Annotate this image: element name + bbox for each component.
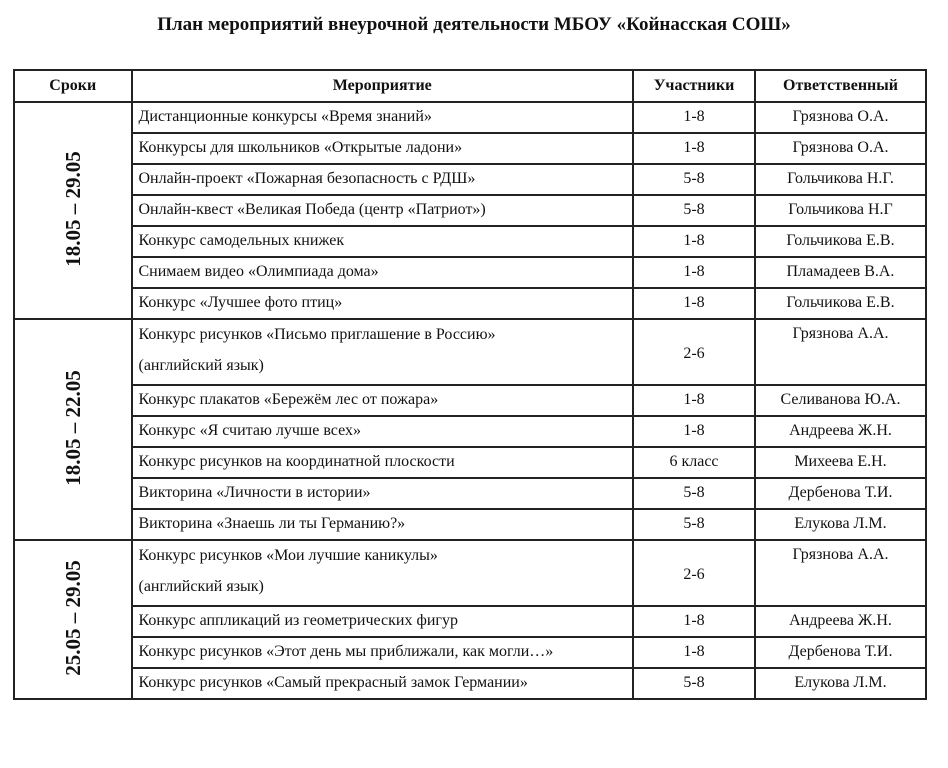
event-cell <box>132 668 634 699</box>
participants-cell: 1-8 <box>633 133 755 164</box>
participants-cell: 1-8 <box>633 606 755 637</box>
event-cell <box>132 540 634 606</box>
responsible-cell: Михеева Е.Н. <box>755 447 926 478</box>
event-name: Онлайн-квест «Великая Победа (центр «Патриот») <box>138 201 486 218</box>
event-name: Конкурс рисунков «Письмо приглашение в Россию» <box>138 326 496 343</box>
responsible-cell: Андреева Ж.Н. <box>755 416 926 447</box>
table-row <box>14 416 926 447</box>
event-cell <box>132 319 634 385</box>
participants-cell: 5-8 <box>633 164 755 195</box>
participants-cell: 1-8 <box>633 102 755 133</box>
responsible-cell: Дербенова Т.И. <box>755 637 926 668</box>
event-name: Снимаем видео «Олимпиада дома» <box>138 263 379 280</box>
table-row <box>14 385 926 416</box>
responsible-cell: Пламадеев В.А. <box>755 257 926 288</box>
period-cell <box>14 319 132 540</box>
event-name: Конкурс рисунков на координатной плоскости <box>138 453 455 470</box>
event-cell <box>132 416 634 447</box>
responsible-cell: Грязнова А.А. <box>755 319 926 385</box>
participants-cell: 5-8 <box>633 478 755 509</box>
table-row <box>14 195 926 226</box>
table-row <box>14 447 926 478</box>
participants-cell: 1-8 <box>633 226 755 257</box>
event-cell <box>132 606 634 637</box>
responsible-cell: Елукова Л.М. <box>755 509 926 540</box>
table-row <box>14 509 926 540</box>
table-row <box>14 226 926 257</box>
header-responsible: Ответственный <box>755 70 926 102</box>
table-row <box>14 288 926 319</box>
table-row <box>14 637 926 668</box>
event-name: Конкурс самодельных книжек <box>138 232 345 249</box>
responsible-cell: Селиванова Ю.А. <box>755 385 926 416</box>
event-cell <box>132 257 634 288</box>
responsible-cell: Андреева Ж.Н. <box>755 606 926 637</box>
event-name: Конкурс рисунков «Самый прекрасный замок Германии» <box>138 674 528 691</box>
event-cell <box>132 478 634 509</box>
table-row <box>14 478 926 509</box>
table-row <box>14 133 926 164</box>
event-cell <box>132 195 634 226</box>
event-cell <box>132 226 634 257</box>
participants-cell: 2-6 <box>633 319 755 385</box>
responsible-cell: Гольчикова Н.Г <box>755 195 926 226</box>
period-label: 25.05 – 29.05 <box>60 560 85 676</box>
participants-cell: 5-8 <box>633 668 755 699</box>
event-name: Конкурс плакатов «Бережём лес от пожара» <box>138 391 439 408</box>
participants-cell: 1-8 <box>633 637 755 668</box>
event-name: Конкурс «Я считаю лучше всех» <box>138 422 361 439</box>
participants-cell: 1-8 <box>633 385 755 416</box>
responsible-cell: Дербенова Т.И. <box>755 478 926 509</box>
event-name: Конкурс рисунков «Мои лучшие каникулы» <box>138 547 438 564</box>
period-label: 18.05 – 22.05 <box>60 370 85 486</box>
responsible-cell: Грязнова О.А. <box>755 102 926 133</box>
event-name: Викторина «Личности в истории» <box>138 484 371 501</box>
event-name: Викторина «Знаешь ли ты Германию?» <box>138 515 406 532</box>
responsible-cell: Гольчикова Е.В. <box>755 226 926 257</box>
period-cell <box>14 540 132 699</box>
event-cell <box>132 133 634 164</box>
responsible-cell: Гольчикова Е.В. <box>755 288 926 319</box>
event-cell <box>132 164 634 195</box>
table-row <box>14 102 926 133</box>
table-row <box>14 257 926 288</box>
participants-cell: 5-8 <box>633 195 755 226</box>
responsible-cell: Грязнова А.А. <box>755 540 926 606</box>
header-participants: Участники <box>633 70 755 102</box>
event-note: (английский язык) <box>138 578 264 595</box>
participants-cell: 1-8 <box>633 257 755 288</box>
participants-cell: 6 класс <box>633 447 755 478</box>
document-title: План мероприятий внеурочной деятельности МБОУ «Койнасская СОШ» <box>157 14 791 35</box>
event-name: Дистанционные конкурсы «Время знаний» <box>138 108 432 125</box>
participants-cell: 1-8 <box>633 288 755 319</box>
event-name: Конкурсы для школьников «Открытые ладони» <box>138 139 463 156</box>
event-cell <box>132 637 634 668</box>
event-name: Конкурс аппликаций из геометрических фигур <box>138 612 458 629</box>
table-row <box>14 668 926 699</box>
event-name: Онлайн-проект «Пожарная безопасность с РДШ» <box>138 170 476 187</box>
header-period: Сроки <box>14 70 132 102</box>
period-label: 18.05 – 29.05 <box>60 151 85 267</box>
responsible-cell: Гольчикова Н.Г. <box>755 164 926 195</box>
event-cell <box>132 447 634 478</box>
table-row <box>14 540 926 606</box>
event-cell <box>132 102 634 133</box>
event-note: (английский язык) <box>138 357 264 374</box>
table-row <box>14 319 926 385</box>
period-cell <box>14 102 132 319</box>
participants-cell: 1-8 <box>633 416 755 447</box>
table-header-row <box>14 70 926 102</box>
event-cell <box>132 385 634 416</box>
header-event: Мероприятие <box>132 70 634 102</box>
event-cell <box>132 288 634 319</box>
event-cell <box>132 509 634 540</box>
events-table <box>13 69 927 700</box>
table-row <box>14 164 926 195</box>
participants-cell: 2-6 <box>633 540 755 606</box>
event-name: Конкурс рисунков «Этот день мы приближали, как могли…» <box>138 643 554 660</box>
responsible-cell: Грязнова О.А. <box>755 133 926 164</box>
participants-cell: 5-8 <box>633 509 755 540</box>
responsible-cell: Елукова Л.М. <box>755 668 926 699</box>
table-row <box>14 606 926 637</box>
event-name: Конкурс «Лучшее фото птиц» <box>138 294 343 311</box>
